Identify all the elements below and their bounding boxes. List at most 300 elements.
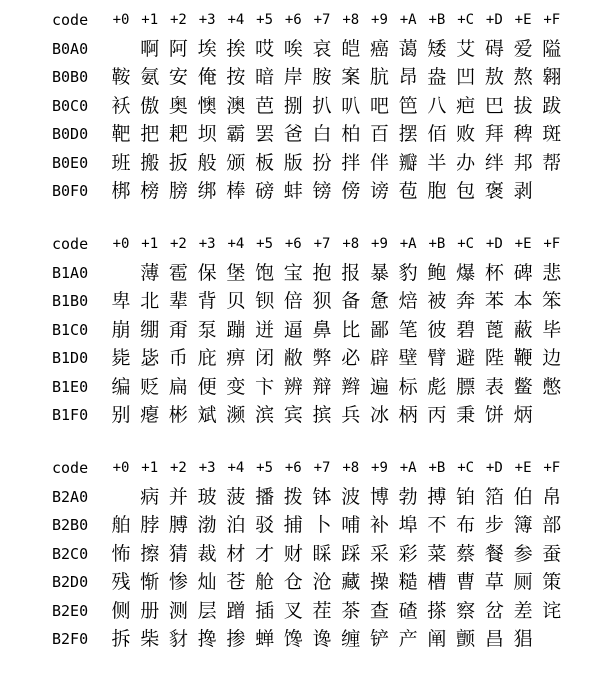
character-cell: 叉 [283,599,303,622]
table-row [0,289,596,313]
column-offset-header: +9 [371,12,388,28]
row-code-label: B2B0 [52,516,89,534]
character-cell: 绷 [140,318,160,341]
character-cell: 丙 [427,404,447,426]
character-cell: 薄 [140,261,160,284]
column-offset-header: +B [428,460,446,476]
character-cell: 碴 [398,599,418,622]
character-cell: 唉 [283,37,303,60]
character-cell: 阿 [168,37,188,60]
column-offset-header: +B [428,236,446,252]
character-cell: 睬 [312,542,332,565]
character-cell: 踩 [341,542,361,565]
character-cell: 币 [168,347,188,369]
character-cell: 仓 [283,571,303,593]
column-offset-header: +8 [342,236,360,252]
character-cell: 扒 [312,94,332,117]
character-cell: 迸 [255,318,275,341]
character-cell: 胺 [312,66,332,88]
character-cell [538,627,566,651]
character-cell: 败 [456,123,476,145]
character-cell: 板 [255,151,275,174]
row-code-label: B1E0 [52,377,89,396]
column-offset-header: +C [457,460,475,476]
character-cell: 毕 [542,318,562,341]
character-cell: 崩 [111,318,131,341]
character-cell: 灿 [197,571,217,593]
character-cell: 胞 [427,180,447,202]
character-cell: 案 [341,66,361,88]
character-cell: 苞 [398,180,418,202]
character-cell [107,261,135,285]
table-row [0,65,596,89]
character-cell: 白 [312,123,332,145]
character-cell: 把 [140,123,160,145]
character-cell: 爱 [513,37,533,60]
character-cell: 铂 [456,485,476,508]
character-cell: 渤 [197,514,217,536]
character-cell: 百 [369,123,389,145]
character-cell: 傲 [140,94,160,117]
character-cell: 办 [456,151,476,174]
character-cell: 庇 [197,347,217,369]
header-row [0,232,596,256]
character-cell: 哺 [341,514,361,536]
character-cell: 彼 [427,318,447,341]
character-cell: 叭 [341,94,361,117]
character-cell: 辩 [312,375,332,398]
character-cell: 逼 [283,318,303,341]
character-cell: 并 [168,485,188,508]
character-cell: 帛 [542,485,562,508]
character-cell: 隘 [542,37,562,60]
character-cell: 伯 [513,485,533,508]
character-cell: 倍 [283,290,303,312]
character-cell: 宾 [283,404,303,426]
character-cell: 苍 [226,571,246,593]
table-row [0,122,596,146]
column-offset-header: +6 [284,460,302,476]
table-row [0,403,596,427]
column-offset-header: +9 [371,460,388,476]
character-cell: 颤 [456,628,476,650]
character-cell: 拆 [111,628,131,650]
character-cell: 吧 [369,94,389,117]
character-cell: 财 [283,542,303,565]
character-cell: 斌 [197,404,217,426]
character-cell: 怖 [111,542,131,565]
character-cell: 伴 [369,151,389,174]
character-cell: 暴 [369,261,389,284]
character-cell: 病 [140,485,160,508]
character-cell: 测 [168,599,188,622]
character-cell: 雹 [168,261,188,284]
character-cell: 遍 [369,375,389,398]
character-cell: 埃 [197,37,217,60]
row-code-label: B2C0 [52,544,89,563]
character-cell: 蚕 [542,542,562,565]
character-cell: 斑 [542,123,562,145]
row-code-label: B0A0 [52,39,89,58]
character-cell: 搏 [427,485,447,508]
character-cell: 惨 [168,571,188,593]
row-code-label: B0E0 [52,153,89,172]
column-offset-header: +F [543,236,561,252]
character-cell: 裁 [197,542,217,565]
row-code-label: B0B0 [52,68,89,86]
character-cell: 茬 [312,599,332,622]
character-cell: 瘪 [140,404,160,426]
header-code-label: code [52,459,89,477]
character-cell: 般 [197,151,217,174]
character-cell: 挨 [226,37,246,60]
character-cell: 剥 [513,180,533,202]
table-row [0,375,596,399]
character-cell: 擦 [140,542,160,565]
character-cell: 播 [255,485,275,508]
character-cell: 佰 [427,123,447,145]
character-cell: 泊 [226,514,246,536]
character-cell: 谤 [369,180,389,202]
column-offset-header: +3 [198,12,216,28]
character-cell: 狈 [312,290,332,312]
character-cell: 兵 [341,404,361,426]
row-code-label: B0F0 [52,182,89,200]
character-cell: 才 [255,542,275,565]
character-cell: 膊 [168,514,188,536]
row-code-label: B2D0 [52,573,89,591]
character-cell: 抱 [312,261,332,284]
character-cell: 卜 [312,514,332,536]
character-cell: 陛 [484,347,504,369]
character-cell: 昌 [484,628,504,650]
character-cell: 阐 [427,628,447,650]
character-cell: 沧 [312,571,332,593]
character-cell: 彬 [168,404,188,426]
character-cell: 稗 [513,123,533,145]
header-code-label: code [52,235,89,253]
character-cell: 膀 [168,180,188,202]
character-cell: 柴 [140,628,160,650]
character-cell: 邦 [513,151,533,174]
character-cell: 埠 [398,514,418,536]
character-cell: 癌 [369,37,389,60]
character-cell: 必 [341,347,361,369]
character-cell: 甭 [168,318,188,341]
character-cell: 标 [398,375,418,398]
character-cell: 笆 [398,94,418,117]
character-cell: 猖 [513,628,533,650]
row-code-label: B1C0 [52,320,89,339]
character-cell: 褒 [484,180,504,202]
character-cell: 爸 [283,123,303,145]
character-cell: 糙 [398,571,418,593]
character-cell: 苯 [484,290,504,312]
column-offset-header: +0 [112,12,130,28]
character-cell: 碍 [484,37,504,60]
character-cell: 册 [140,599,160,622]
character-cell: 卑 [111,290,131,312]
character-cell: 饼 [484,404,504,426]
character-cell: 勃 [398,485,418,508]
character-cell: 瓣 [398,151,418,174]
character-cell: 察 [456,599,476,622]
character-cell: 氨 [140,66,160,88]
character-cell: 蔼 [398,37,418,60]
character-cell: 焙 [398,290,418,312]
character-cell: 豹 [398,261,418,284]
character-cell: 巴 [484,94,504,117]
character-cell: 编 [111,375,131,398]
column-offset-header: +1 [141,236,159,252]
character-cell: 参 [513,542,533,565]
character-cell: 辫 [341,375,361,398]
character-cell: 半 [427,151,447,174]
character-cell: 钡 [255,290,275,312]
character-cell: 厕 [513,571,533,593]
character-cell: 贝 [226,290,246,312]
column-offset-header: +0 [112,460,130,476]
column-offset-header: +A [399,236,417,252]
header-code-label: code [52,11,89,29]
table-row [0,513,596,537]
character-cell: 鞭 [513,347,533,369]
character-cell: 盎 [427,66,447,88]
character-cell: 谗 [312,628,332,650]
character-cell: 残 [111,571,131,593]
character-cell: 笨 [542,290,562,312]
character-cell: 毖 [140,347,160,369]
column-offset-header: +6 [284,236,302,252]
column-offset-header: +E [514,460,532,476]
character-cell: 版 [283,151,303,174]
character-cell: 层 [197,599,217,622]
character-cell: 熬 [513,66,533,88]
character-cell: 诧 [542,599,562,622]
character-cell: 肮 [369,66,389,88]
character-cell: 堡 [226,261,246,284]
column-offset-header: +D [485,460,503,476]
character-cell: 馋 [283,628,303,650]
character-cell: 猜 [168,542,188,565]
table-row [0,261,596,285]
character-cell: 备 [341,290,361,312]
column-offset-header: +A [399,12,417,28]
character-cell: 菜 [427,542,447,565]
row-code-label: B1D0 [52,349,89,367]
character-cell: 不 [427,514,447,536]
column-offset-header: +4 [227,460,245,476]
character-cell: 碑 [513,261,533,284]
character-cell: 掺 [226,628,246,650]
character-cell: 按 [226,66,246,88]
character-cell: 曹 [456,571,476,593]
character-cell: 昂 [398,66,418,88]
row-code-label: B2A0 [52,487,89,506]
character-cell: 蓖 [484,318,504,341]
character-cell: 矮 [427,37,447,60]
character-cell: 芭 [255,94,275,117]
character-cell: 宝 [283,261,303,284]
character-cell: 饱 [255,261,275,284]
character-cell: 炳 [513,404,533,426]
character-cell: 缠 [341,628,361,650]
character-cell: 扳 [168,151,188,174]
character-cell: 摆 [398,123,418,145]
row-code-label: B0D0 [52,125,89,143]
character-cell: 颁 [226,151,246,174]
character-cell: 濒 [226,404,246,426]
character-cell [107,37,135,61]
character-cell: 餐 [484,542,504,565]
column-offset-header: +1 [141,12,159,28]
character-cell: 表 [484,375,504,398]
row-code-label: B2E0 [52,601,89,620]
column-offset-header: +8 [342,12,360,28]
character-cell: 鳖 [513,375,533,398]
character-cell: 奥 [168,94,188,117]
character-cell: 菠 [226,485,246,508]
character-cell: 柄 [398,404,418,426]
character-cell: 拜 [484,123,504,145]
character-cell: 避 [456,347,476,369]
character-cell: 坝 [197,123,217,145]
character-cell: 辟 [369,347,389,369]
column-offset-header: +0 [112,236,130,252]
table-row [0,627,596,651]
character-cell: 辈 [168,290,188,312]
column-offset-header: +A [399,460,417,476]
character-cell: 俺 [197,66,217,88]
column-offset-header: +6 [284,12,302,28]
character-cell: 敖 [484,66,504,88]
character-cell: 惭 [140,571,160,593]
column-offset-header: +2 [170,12,187,28]
character-cell: 绑 [197,180,217,202]
character-cell: 笔 [398,318,418,341]
column-offset-header: +F [543,460,561,476]
character-cell: 蔡 [456,542,476,565]
character-cell: 哀 [312,37,332,60]
character-cell: 彪 [427,375,447,398]
table-row [0,346,596,370]
row-code-label: B1A0 [52,263,89,282]
character-cell: 镑 [312,180,332,202]
character-cell: 岸 [283,66,303,88]
character-cell: 蹭 [226,599,246,622]
character-cell: 箔 [484,485,504,508]
character-cell: 侧 [111,599,131,622]
character-cell: 操 [369,571,389,593]
table-row [0,94,596,118]
character-cell: 蚌 [283,180,303,202]
character-cell: 暗 [255,66,275,88]
character-cell: 翱 [542,66,562,88]
character-cell: 舱 [255,571,275,593]
character-cell: 铲 [369,628,389,650]
character-cell: 别 [111,404,131,426]
character-cell: 驳 [255,514,275,536]
character-cell: 帮 [542,151,562,174]
column-offset-header: +E [514,236,532,252]
character-cell: 博 [369,485,389,508]
character-cell: 泵 [197,318,217,341]
column-offset-header: +E [514,12,532,28]
character-cell: 柏 [341,123,361,145]
character-cell: 八 [427,94,447,117]
character-cell: 部 [542,514,562,536]
column-offset-header: +5 [256,236,274,252]
header-row [0,8,596,32]
character-cell: 辨 [283,375,303,398]
character-cell: 滨 [255,404,275,426]
character-cell: 玻 [197,485,217,508]
character-cell: 茶 [341,599,361,622]
character-cell: 懊 [197,94,217,117]
character-cell: 步 [484,514,504,536]
character-cell: 簿 [513,514,533,536]
table-row [0,318,596,342]
character-cell: 彩 [398,542,418,565]
character-cell: 背 [197,290,217,312]
table-row [0,542,596,566]
column-offset-header: +7 [313,236,331,252]
character-cell: 藏 [341,571,361,593]
column-offset-header: +2 [170,460,187,476]
character-cell: 冰 [369,404,389,426]
character-cell: 产 [398,628,418,650]
character-cell: 拌 [341,151,361,174]
character-cell: 爆 [456,261,476,284]
column-offset-header: +3 [198,460,216,476]
character-cell: 秉 [456,404,476,426]
character-cell: 材 [226,542,246,565]
column-offset-header: +D [485,236,503,252]
character-cell: 班 [111,151,131,174]
character-cell: 贬 [140,375,160,398]
character-cell: 闭 [255,347,275,369]
character-cell: 碧 [456,318,476,341]
character-cell: 变 [226,375,246,398]
character-cell: 卞 [255,375,275,398]
character-cell: 搽 [427,599,447,622]
character-cell: 保 [197,261,217,284]
character-cell: 凹 [456,66,476,88]
column-offset-header: +9 [371,236,388,252]
column-offset-header: +B [428,12,446,28]
character-cell: 搀 [197,628,217,650]
character-cell: 痹 [226,347,246,369]
character-cell: 罢 [255,123,275,145]
table-row [0,570,596,594]
character-cell: 壁 [398,347,418,369]
character-cell: 蔽 [513,318,533,341]
character-cell: 皑 [341,37,361,60]
character-cell: 比 [341,318,361,341]
character-cell: 脖 [140,514,160,536]
character-cell: 鲍 [427,261,447,284]
character-cell: 傍 [341,180,361,202]
row-code-label: B2F0 [52,630,89,648]
character-cell: 跋 [542,94,562,117]
character-cell: 边 [542,347,562,369]
column-offset-header: +4 [227,236,245,252]
character-cell: 弊 [312,347,332,369]
character-cell: 本 [513,290,533,312]
table-row [0,37,596,61]
character-cell [107,485,135,509]
character-cell: 搬 [140,151,160,174]
